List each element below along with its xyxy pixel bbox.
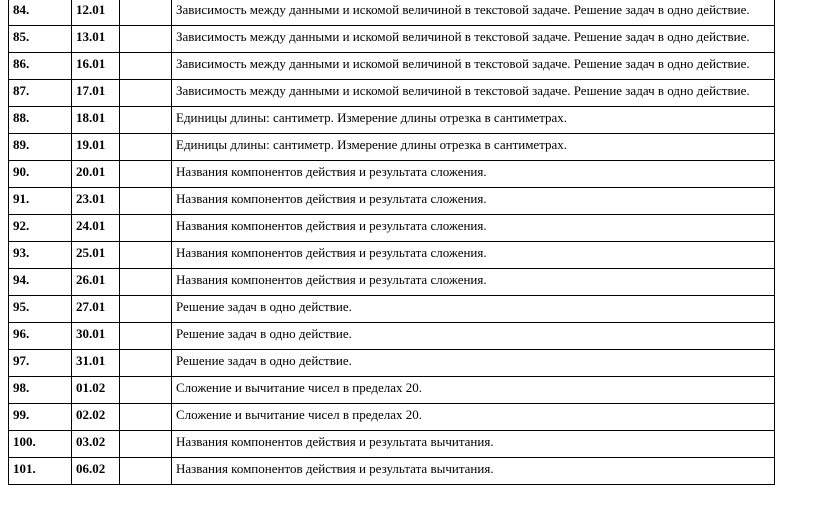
lesson-date: 19.01 (72, 134, 120, 161)
empty-cell (120, 323, 172, 350)
table-row (9, 26, 775, 53)
row-number: 100. (9, 431, 72, 458)
lesson-date: 23.01 (72, 188, 120, 215)
table-row (9, 377, 775, 404)
table-row (9, 134, 775, 161)
row-number: 99. (9, 404, 72, 431)
row-number: 98. (9, 377, 72, 404)
lesson-topic: Названия компонентов действия и результата вычитания. (172, 458, 775, 485)
row-number: 93. (9, 242, 72, 269)
lesson-date: 20.01 (72, 161, 120, 188)
empty-cell (120, 242, 172, 269)
empty-cell (120, 0, 172, 26)
lesson-date: 06.02 (72, 458, 120, 485)
lesson-topic: Названия компонентов действия и результата сложения. (172, 215, 775, 242)
lesson-topic: Зависимость между данными и искомой величиной в текстовой задаче. Решение задач в одно действие. (172, 80, 775, 107)
empty-cell (120, 188, 172, 215)
table-row (9, 323, 775, 350)
lesson-plan-body (9, 0, 775, 485)
row-number: 94. (9, 269, 72, 296)
lesson-topic: Названия компонентов действия и результата вычитания. (172, 431, 775, 458)
empty-cell (120, 80, 172, 107)
table-row (9, 80, 775, 107)
lesson-topic: Зависимость между данными и искомой величиной в текстовой задаче. Решение задач в одно действие. (172, 53, 775, 80)
row-number: 86. (9, 53, 72, 80)
lesson-topic: Зависимость между данными и искомой величиной в текстовой задаче. Решение задач в одно действие. (172, 0, 775, 26)
lesson-topic: Сложение и вычитание чисел в пределах 20. (172, 404, 775, 431)
empty-cell (120, 53, 172, 80)
row-number: 85. (9, 26, 72, 53)
empty-cell (120, 296, 172, 323)
lesson-date: 31.01 (72, 350, 120, 377)
empty-cell (120, 161, 172, 188)
row-number: 92. (9, 215, 72, 242)
lesson-topic: Сложение и вычитание чисел в пределах 20. (172, 377, 775, 404)
row-number: 96. (9, 323, 72, 350)
empty-cell (120, 26, 172, 53)
row-number: 90. (9, 161, 72, 188)
lesson-topic: Решение задач в одно действие. (172, 323, 775, 350)
row-number: 101. (9, 458, 72, 485)
row-number: 89. (9, 134, 72, 161)
empty-cell (120, 215, 172, 242)
lesson-plan-table (8, 0, 775, 485)
lesson-date: 17.01 (72, 80, 120, 107)
table-row (9, 431, 775, 458)
lesson-date: 12.01 (72, 0, 120, 26)
table-row (9, 404, 775, 431)
table-row (9, 269, 775, 296)
lesson-topic: Решение задач в одно действие. (172, 350, 775, 377)
table-row (9, 458, 775, 485)
empty-cell (120, 107, 172, 134)
row-number: 97. (9, 350, 72, 377)
lesson-date: 30.01 (72, 323, 120, 350)
row-number: 91. (9, 188, 72, 215)
table-row (9, 215, 775, 242)
table-row (9, 161, 775, 188)
lesson-topic: Названия компонентов действия и результата сложения. (172, 188, 775, 215)
lesson-topic: Единицы длины: сантиметр. Измерение длины отрезка в сантиметрах. (172, 107, 775, 134)
table-row (9, 350, 775, 377)
table-row (9, 242, 775, 269)
lesson-date: 26.01 (72, 269, 120, 296)
lesson-topic: Единицы длины: сантиметр. Измерение длины отрезка в сантиметрах. (172, 134, 775, 161)
lesson-topic: Решение задач в одно действие. (172, 296, 775, 323)
lesson-date: 25.01 (72, 242, 120, 269)
lesson-date: 03.02 (72, 431, 120, 458)
lesson-date: 01.02 (72, 377, 120, 404)
lesson-date: 27.01 (72, 296, 120, 323)
table-row (9, 107, 775, 134)
lesson-topic: Зависимость между данными и искомой величиной в текстовой задаче. Решение задач в одно действие. (172, 26, 775, 53)
empty-cell (120, 377, 172, 404)
lesson-date: 16.01 (72, 53, 120, 80)
empty-cell (120, 269, 172, 296)
lesson-date: 24.01 (72, 215, 120, 242)
empty-cell (120, 350, 172, 377)
table-row (9, 296, 775, 323)
table-row (9, 53, 775, 80)
lesson-date: 18.01 (72, 107, 120, 134)
empty-cell (120, 404, 172, 431)
table-row (9, 188, 775, 215)
lesson-date: 13.01 (72, 26, 120, 53)
empty-cell (120, 458, 172, 485)
table-row (9, 0, 775, 26)
empty-cell (120, 134, 172, 161)
row-number: 88. (9, 107, 72, 134)
row-number: 95. (9, 296, 72, 323)
empty-cell (120, 431, 172, 458)
lesson-date: 02.02 (72, 404, 120, 431)
row-number: 84. (9, 0, 72, 26)
row-number: 87. (9, 80, 72, 107)
lesson-topic: Названия компонентов действия и результата сложения. (172, 161, 775, 188)
lesson-topic: Названия компонентов действия и результата сложения. (172, 269, 775, 296)
lesson-topic: Названия компонентов действия и результата сложения. (172, 242, 775, 269)
